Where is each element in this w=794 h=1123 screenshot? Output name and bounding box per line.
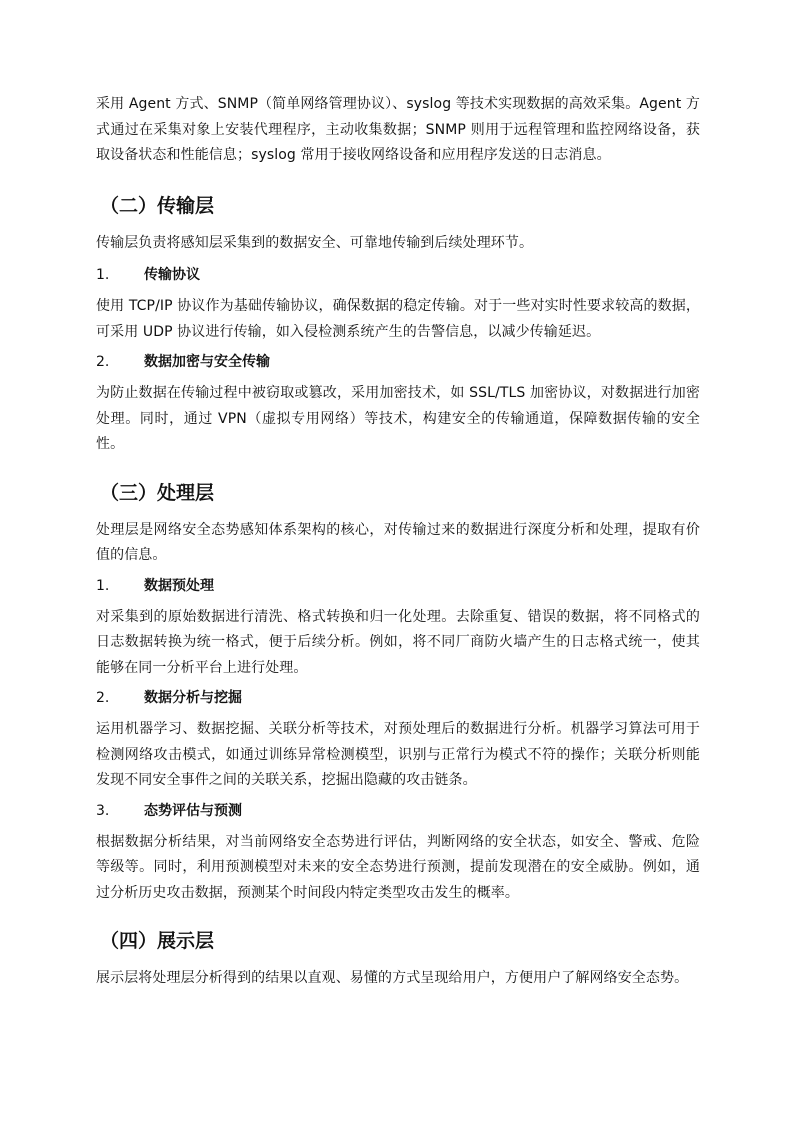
subheading <box>96 264 700 286</box>
section-intro-transport: 传输层负责将感知层采集到的数据安全、可靠地传输到后续处理环节。 <box>96 234 534 251</box>
section-intro-processing: 处理层是网络安全态势感知体系架构的核心，对传输过来的数据进行深度分析和处理，提取有价值的信息。 <box>96 521 700 563</box>
section-title-processing: （三）处理层 <box>100 481 215 504</box>
subheading <box>96 800 700 822</box>
section-intro-display: 展示层将处理层分析得到的结果以直观、易懂的方式呈现给用户，方便用户了解网络安全态势。 <box>96 970 689 986</box>
intro-paragraph: 采用 Agent 方式、SNMP（简单网络管理协议）、syslog 等技术实现数据的高效采集。Agent 方式通过在采集对象上安装代理程序，主动收集数据；SNMP 则用于远程管理和监控网络设备，获取设备状态和性能信息；syslog 常用于接收网络设备和应用程序发送的日志消息。 <box>96 96 700 163</box>
section-title-transport: （二）传输层 <box>100 194 215 217</box>
subheading-title: 数据分析与挖掘 <box>144 690 242 706</box>
subheading-title: 态势评估与预测 <box>144 802 242 819</box>
subheading-number: 3. <box>96 802 110 819</box>
subheading-number: 1. <box>96 267 110 283</box>
subheading-number: 2. <box>96 690 110 706</box>
subheading <box>96 687 700 709</box>
body-paragraph: 运用机器学习、数据挖掘、关联分析等技术，对预处理后的数据进行分析。机器学习算法可用于检测网络攻击模式，如通过训练异常检测模型，识别与正常行为模式不符的操作；关联分析则能发现不同安全事件之间的关联关系，挖掘出隐藏的攻击链条。 <box>96 721 700 788</box>
document-page <box>96 92 700 992</box>
subheading <box>96 575 700 597</box>
subheading-title: 数据预处理 <box>144 577 214 594</box>
subheading-number: 1. <box>96 577 110 594</box>
body-paragraph: 为防止数据在传输过程中被窃取或篡改，采用加密技术，如 SSL/TLS 加密协议，对数据进行加密处理。同时，通过 VPN（虚拟专用网络）等技术，构建安全的传输通道，保障数据传输的安全性。 <box>96 385 700 452</box>
subheading <box>96 351 700 373</box>
body-paragraph: 使用 TCP/IP 协议作为基础传输协议，确保数据的稳定传输。对于一些对实时性要求较高的数据，可采用 UDP 协议进行传输，如入侵检测系统产生的告警信息，以减少传输延迟。 <box>96 298 700 340</box>
section-title-display: （四）展示层 <box>100 930 215 952</box>
subheading-title: 传输协议 <box>144 267 200 283</box>
subheading-number: 2. <box>96 354 110 370</box>
body-paragraph: 根据数据分析结果，对当前网络安全态势进行评估，判断网络的安全状态，如安全、警戒、危险等级等。同时，利用预测模型对未来的安全态势进行预测，提前发现潜在的安全威胁。例如，通过分析历史攻击数据，预测某个时间段内特定类型攻击发生的概率。 <box>96 833 700 901</box>
subheading-title: 数据加密与安全传输 <box>144 354 270 370</box>
body-paragraph: 对采集到的原始数据进行清洗、格式转换和归一化处理。去除重复、错误的数据，将不同格式的日志数据转换为统一格式，便于后续分析。例如，将不同厂商防火墙产生的日志格式统一，使其能够在同一分析平台上进行处理。 <box>96 608 700 676</box>
